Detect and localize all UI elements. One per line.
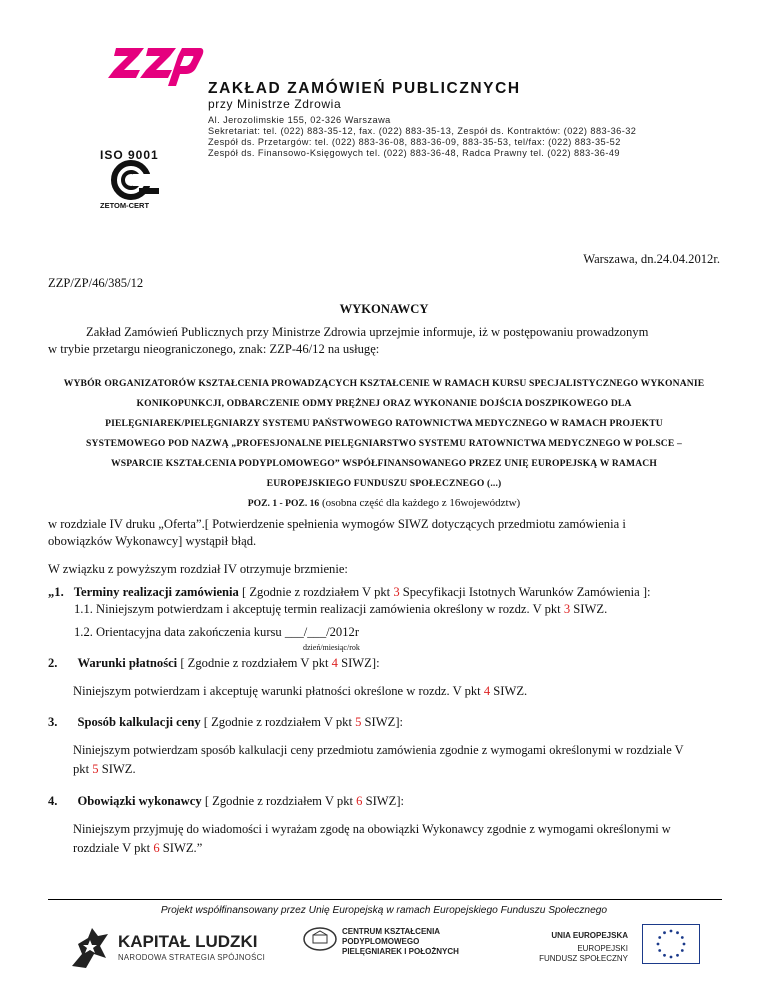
contact-line: Sekretariat: tel. (022) 883-35-12, fax. (022) 883-35-13, Zespół ds. Kontraktów: (022) 883-36-32 xyxy=(208,126,637,136)
item-4-heading: 4. Obowiązki wykonawcy [ Zgodnie z rozdziałem V pkt 6 SIWZ]: xyxy=(48,794,405,808)
item-1-1: 1.1. Niniejszym potwierdzam i akceptuję termin realizacji zamówienia określony w rozdz. V pkt 3 SIWZ. xyxy=(74,602,608,616)
contact-line: Zespół ds. Przetargów: tel. (022) 883-36-08, 883-36-09, 883-35-53, tel/fax: (022) 883-35-52 xyxy=(208,137,621,147)
subject-line: PIELĘGNIAREK/PIELĘGNIARZY SYSTEMU PAŃSTWOWEGO RATOWNICTWA MEDYCZNEGO W RAMACH PROJEKTU xyxy=(105,418,663,429)
ckppip-line: CENTRUM KSZTAŁCENIA xyxy=(342,927,441,936)
subject-line: WSPARCIE KSZTAŁCENIA PODYPLOMOWEGO” WSPÓŁFINANSOWANEGO PRZEZ UNIĘ EUROPEJSKĄ W RAMACH xyxy=(111,458,657,469)
eu-fund-line: FUNDUSZ SPOŁECZNY xyxy=(539,954,628,963)
item-3-body: Niniejszym potwierdzam sposób kalkulacji ceny przedmiotu zamówienia zgodnie z wymogami określonymi w rozdziale V xyxy=(73,743,684,757)
reference-number: ZZP/ZP/46/385/12 xyxy=(48,276,144,290)
human-capital-logo-icon xyxy=(66,924,114,972)
subject-line: KONIKOPUNKCJI, ODBARCZENIE ODMY PRĘŻNEJ ORAZ WYKONANIE DOJŚCIA DOSZPIKOWEGO DLA xyxy=(136,398,632,409)
institution-title: ZAKŁAD ZAMÓWIEŃ PUBLICZNYCH xyxy=(208,80,521,97)
human-capital-title: KAPITAŁ LUDZKI xyxy=(118,932,258,951)
institution-subtitle: przy Ministrze Zdrowia xyxy=(208,97,342,111)
eu-flag-icon xyxy=(642,924,700,964)
date-hint: dzień/miesiąc/rok xyxy=(303,643,360,652)
item-3-heading: 3. Sposób kalkulacji ceny [ Zgodnie z rozdziałem V pkt 5 SIWZ]: xyxy=(48,715,404,729)
certifier-label: ZETOM-CERT xyxy=(100,201,150,210)
item-1-2: 1.2. Orientacyjna data zakończenia kursu ___/___/2012r xyxy=(74,625,360,639)
place-date: Warszawa, dn.24.04.2012r. xyxy=(583,252,720,266)
eu-label: UNIA EUROPEJSKA xyxy=(551,931,628,940)
zzp-logo xyxy=(104,44,204,88)
footer-divider xyxy=(48,899,722,900)
subject-line: EUROPEJSKIEGO FUNDUSZU SPOŁECZNEGO (...) xyxy=(266,478,502,489)
item-3-body: pkt 5 SIWZ. xyxy=(73,762,136,776)
item-2-body: Niniejszym potwierdzam i akceptuję warunki płatności określone w rozdz. V pkt 4 SIWZ. xyxy=(73,684,528,698)
ckppip-line: PIELĘGNIAREK I POŁOŻNYCH xyxy=(342,947,459,956)
human-capital-subtitle: NARODOWA STRATEGIA SPÓJNOŚCI xyxy=(118,953,266,962)
intro-text: w trybie przetargu nieograniczonego, znak: ZZP-46/12 na usługę: xyxy=(48,342,380,356)
item-2-heading: 2. Warunki płatności [ Zgodnie z rozdziałem V pkt 4 SIWZ]: xyxy=(48,656,380,670)
addressee: WYKONAWCY xyxy=(339,302,429,316)
certification-mark-icon xyxy=(103,160,163,200)
ckppip-emblem-icon xyxy=(302,926,338,952)
contact-line: Zespół ds. Finansowo-Księgowych tel. (022) 883-36-48, Radca Prawny tel. (022) 883-36-49 xyxy=(208,148,620,158)
item-1-heading: „1. Terminy realizacji zamówienia [ Zgodnie z rozdziałem V pkt 3 Specyfikacji Istotnych Warunków Zamówienia ]: xyxy=(48,585,651,599)
item-4-body: Niniejszym przyjmuję do wiadomości i wyrażam zgodę na obowiązki Wykonawcy zgodnie z wymogami określonymi w xyxy=(73,822,671,836)
error-text: w rozdziale IV druku „Oferta”.[ Potwierdzenie spełnienia wymogów SIWZ dotyczących przedmiotu zamówienia i xyxy=(48,517,626,531)
subject-line: WYBÓR ORGANIZATORÓW KSZTAŁCENIA PROWADZĄCYCH KSZTAŁCENIE W RAMACH KURSU SPECJALISTYCZNEGO WYKONANIE xyxy=(63,378,705,389)
item-4-body: rozdziale V pkt 6 SIWZ.” xyxy=(73,841,203,855)
subject-line: SYSTEMOWEGO POD NAZWĄ „PROFESJONALNE PIELĘGNIARSTWO SYSTEMU RATOWNICTWA MEDYCZNEGO W POLSCE – xyxy=(86,438,682,449)
project-note: Projekt współfinansowany przez Unię Europejską w ramach Europejskiego Funduszu Społecznego xyxy=(160,905,608,916)
eu-fund-line: EUROPEJSKI xyxy=(577,944,628,953)
error-text: obowiązków Wykonawcy] wystąpił błąd. xyxy=(48,534,257,548)
intro-text: Zakład Zamówień Publicznych przy Ministrze Zdrowia uprzejmie informuje, iż w postępowaniu prowadzonym xyxy=(86,325,649,339)
new-wording-intro: W związku z powyższym rozdział IV otrzymuje brzmienie: xyxy=(48,562,348,576)
address-line: Al. Jerozolimskie 155, 02-326 Warszawa xyxy=(208,115,391,125)
subject-positions: POZ. 1 - POZ. 16 (osobna część dla każdego z 16województw) xyxy=(247,497,521,509)
ckppip-line: PODYPLOMOWEGO xyxy=(342,937,420,946)
iso-label: ISO 9001 xyxy=(100,148,159,162)
